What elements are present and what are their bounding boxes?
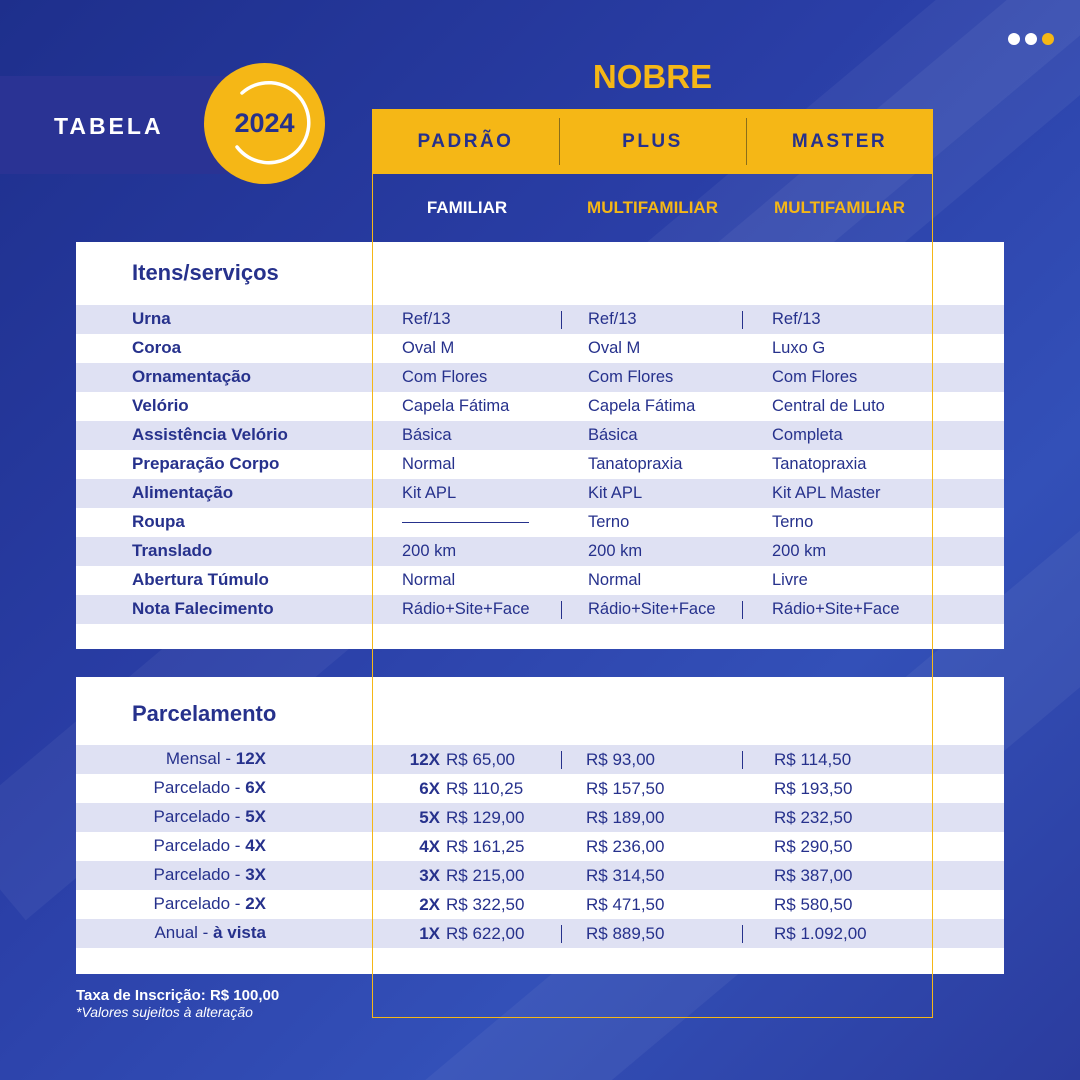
plus-value: Rádio+Site+Face — [588, 600, 716, 618]
padrao-price: 4X R$ 161,25 — [419, 837, 525, 856]
service-label: Alimentação — [132, 483, 234, 502]
padrao-value: Oval M — [402, 339, 455, 357]
service-label: Urna — [132, 309, 171, 328]
padrao-value: Ref/13 — [402, 310, 451, 328]
padrao-value: 200 km — [402, 542, 457, 560]
padrao-value: Normal — [402, 571, 456, 589]
services-title: Itens/serviços — [132, 260, 279, 285]
master-price: R$ 232,50 — [774, 808, 853, 827]
disclaimer-note: *Valores sujeitos à alteração — [76, 1004, 253, 1020]
page-title: TABELA — [54, 113, 164, 139]
family-type-padrao: FAMILIAR — [426, 198, 508, 217]
service-label: Ornamentação — [132, 367, 252, 386]
plus-value: Terno — [588, 513, 630, 531]
tier-header-bar — [372, 109, 933, 174]
service-label: Velório — [132, 396, 189, 415]
plus-value: Ref/13 — [588, 310, 637, 328]
master-value: Terno — [772, 513, 814, 531]
plus-value: Com Flores — [588, 368, 674, 386]
column-divider — [742, 311, 743, 329]
column-divider — [561, 601, 562, 619]
padrao-price: 1X R$ 622,00 — [419, 924, 525, 943]
padrao-price: 5X R$ 129,00 — [419, 808, 525, 827]
plus-value: Tanatopraxia — [588, 455, 683, 473]
master-price: R$ 193,50 — [774, 779, 853, 798]
plus-value: Kit APL — [588, 484, 643, 502]
service-label: Abertura Túmulo — [132, 570, 269, 589]
padrao-price: 2X R$ 322,50 — [419, 895, 525, 914]
family-type-master: MULTIFAMILIAR — [774, 198, 905, 217]
plus-value: Capela Fátima — [588, 397, 696, 415]
plus-value: 200 km — [588, 542, 643, 560]
service-label: Roupa — [132, 512, 185, 531]
master-value: Tanatopraxia — [772, 455, 867, 473]
table-row — [76, 537, 1004, 566]
family-type-row — [372, 198, 933, 220]
installment-label: Anual - à vista — [154, 923, 266, 942]
plus-value: Básica — [588, 426, 638, 444]
table-row — [76, 392, 1004, 421]
plan-name: NOBRE — [592, 58, 713, 95]
column-divider — [561, 925, 562, 943]
master-value: Rádio+Site+Face — [772, 600, 900, 618]
master-value: Kit APL Master — [772, 484, 881, 502]
service-label: Nota Falecimento — [132, 599, 274, 618]
tier-plus: PLUS — [559, 109, 746, 174]
installment-label: Parcelado - 5X — [153, 807, 266, 826]
more-options-icon — [1008, 33, 1054, 45]
installment-label: Parcelado - 2X — [153, 894, 266, 913]
service-label: Assistência Velório — [132, 425, 288, 444]
table-row — [76, 861, 1004, 890]
plus-price: R$ 314,50 — [586, 866, 665, 885]
master-value: Livre — [772, 571, 808, 589]
table-row — [76, 919, 1004, 948]
padrao-value: Com Flores — [402, 368, 488, 386]
padrao-value: Normal — [402, 455, 456, 473]
tier-master: MASTER — [746, 109, 933, 174]
padrao-value: Capela Fátima — [402, 397, 510, 415]
table-row — [76, 566, 1004, 595]
installment-label: Mensal - 12X — [165, 749, 266, 768]
table-row — [76, 774, 1004, 803]
plus-price: R$ 236,00 — [586, 837, 665, 856]
master-value: Com Flores — [772, 368, 858, 386]
service-label: Translado — [132, 541, 213, 560]
table-row — [76, 595, 1004, 624]
plus-value: Oval M — [588, 339, 641, 357]
master-value: 200 km — [772, 542, 827, 560]
family-type-plus: MULTIFAMILIAR — [587, 198, 718, 217]
plus-value: Normal — [588, 571, 642, 589]
master-value: Completa — [772, 426, 843, 444]
service-label: Coroa — [132, 338, 182, 357]
master-price: R$ 387,00 — [774, 866, 853, 885]
installments-title: Parcelamento — [132, 701, 277, 726]
installments-panel — [76, 677, 1004, 974]
padrao-price: 12X R$ 65,00 — [409, 750, 515, 769]
padrao-price: 3X R$ 215,00 — [419, 866, 525, 885]
master-value: Central de Luto — [772, 397, 885, 415]
plus-price: R$ 189,00 — [586, 808, 665, 827]
registration-fee: Taxa de Inscrição: R$ 100,00 — [76, 987, 280, 1004]
table-row — [76, 305, 1004, 334]
column-divider — [742, 925, 743, 943]
table-row — [76, 334, 1004, 363]
installment-label: Parcelado - 6X — [153, 778, 266, 797]
master-value: Luxo G — [772, 339, 826, 357]
padrao-value: Básica — [402, 426, 452, 444]
master-price: R$ 114,50 — [774, 750, 852, 769]
table-row — [76, 832, 1004, 861]
plus-price: R$ 471,50 — [586, 895, 665, 914]
master-price: R$ 290,50 — [774, 837, 853, 856]
year-label: 2024 — [234, 108, 295, 138]
table-row — [76, 803, 1004, 832]
column-divider — [561, 311, 562, 329]
column-divider — [742, 601, 743, 619]
table-row — [76, 508, 1004, 537]
master-price: R$ 1.092,00 — [774, 924, 867, 943]
master-value: Ref/13 — [772, 310, 821, 328]
padrao-price: 6X R$ 110,25 — [419, 779, 524, 798]
table-row — [76, 363, 1004, 392]
padrao-value: Kit APL — [402, 484, 457, 502]
table-row — [76, 479, 1004, 508]
master-price: R$ 580,50 — [774, 895, 853, 914]
table-row — [76, 421, 1004, 450]
service-label: Preparação Corpo — [132, 454, 280, 473]
tier-padrao: PADRÃO — [417, 130, 514, 152]
table-row — [76, 745, 1004, 774]
installment-label: Parcelado - 3X — [153, 865, 266, 884]
plus-price: R$ 889,50 — [586, 924, 665, 943]
table-row — [76, 450, 1004, 479]
column-divider — [561, 751, 562, 769]
services-panel — [76, 242, 1004, 649]
plus-price: R$ 157,50 — [586, 779, 665, 798]
table-row — [76, 890, 1004, 919]
padrao-value: Rádio+Site+Face — [402, 600, 530, 618]
not-included-dash — [402, 522, 529, 523]
plus-price: R$ 93,00 — [586, 750, 655, 769]
column-divider — [742, 751, 743, 769]
installment-label: Parcelado - 4X — [153, 836, 266, 855]
year-badge — [204, 63, 325, 184]
